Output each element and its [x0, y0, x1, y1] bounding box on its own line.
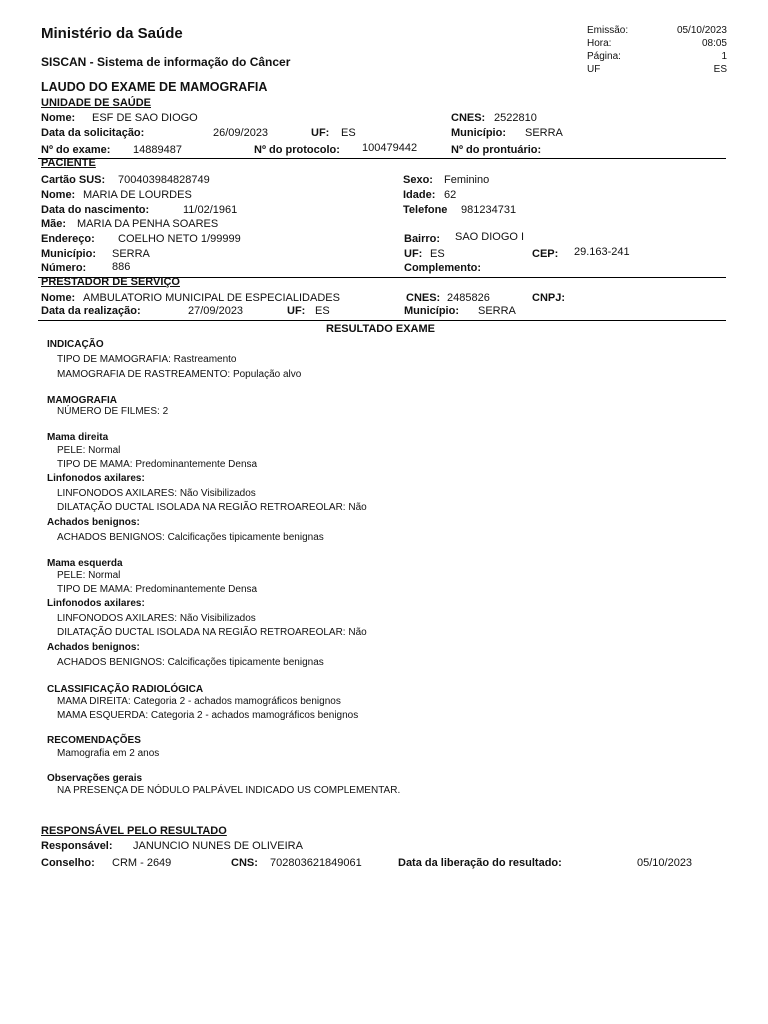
mama-esquerda-title: Mama esquerda — [47, 558, 123, 569]
conselho-label: Conselho: — [41, 857, 95, 869]
esquerda-tipo-mama: TIPO DE MAMA: Predominantemente Densa — [57, 584, 258, 595]
mae: MARIA DA PENHA SOARES — [77, 218, 219, 230]
idade: 62 — [444, 189, 457, 201]
numero-protocolo: 100479442 — [362, 142, 418, 154]
direita-achados-title: Achados benignos: — [47, 517, 140, 528]
indicacao-title: INDICAÇÃO — [47, 339, 104, 350]
observacoes-title: Observações gerais — [47, 773, 143, 784]
esquerda-pele: PELE: Normal — [57, 570, 121, 581]
sexo: Feminino — [444, 174, 490, 186]
endereco: COELHO NETO 1/99999 — [118, 233, 241, 245]
unidade-municipio: SERRA — [525, 127, 563, 139]
cnpj-label: CNPJ: — [532, 292, 566, 304]
prestador-cnes: 2485826 — [447, 292, 490, 304]
esquerda-achados: ACHADOS BENIGNOS: Calcificações tipicamente benignas — [57, 657, 324, 668]
numero: 886 — [112, 261, 131, 273]
cns-label: CNS: — [231, 857, 258, 869]
indicacao-tipo: TIPO DE MAMOGRAFIA: Rastreamento — [57, 354, 237, 365]
uf-meta-value: ES — [713, 64, 727, 75]
unidade-uf: ES — [341, 127, 356, 139]
direita-dilatacao: DILATAÇÃO DUCTAL ISOLADA NA REGIÃO RETROAREOLAR: Não — [57, 502, 367, 513]
mae-label: Mãe: — [41, 218, 67, 230]
unidade-heading: UNIDADE DE SAÚDE — [41, 97, 152, 109]
direita-pele: PELE: Normal — [57, 445, 121, 456]
liberacao-label: Data da liberação do resultado: — [398, 857, 562, 869]
responsavel-nome: JANUNCIO NUNES DE OLIVEIRA — [133, 840, 303, 852]
numero-filmes: NÚMERO DE FILMES: 2 — [57, 406, 169, 417]
prestador-uf: ES — [315, 305, 330, 317]
unidade-cnes: 2522810 — [494, 112, 537, 124]
paciente-municipio-label: Município: — [41, 248, 96, 260]
numero-prontuario-label: Nº do prontuário: — [451, 144, 542, 156]
prestador-nome: AMBULATORIO MUNICIPAL DE ESPECIALIDADES — [83, 292, 340, 304]
numero-exame-label: Nº do exame: — [41, 144, 111, 156]
prestador-nome-label: Nome: — [41, 292, 76, 304]
classificacao-title: CLASSIFICAÇÃO RADIOLÓGICA — [47, 684, 204, 695]
prestador-cnes-label: CNES: — [406, 292, 441, 304]
cep-label: CEP: — [532, 248, 559, 260]
hora-value: 08:05 — [701, 38, 727, 49]
nascimento: 11/02/1961 — [183, 204, 238, 216]
cns: 702803621849061 — [270, 857, 362, 869]
telefone: 981234731 — [461, 204, 517, 216]
endereco-label: Endereço: — [41, 233, 95, 245]
bairro: SAO DIOGO I — [455, 231, 525, 243]
paciente-municipio: SERRA — [112, 248, 150, 260]
classificacao-direita: MAMA DIREITA: Categoria 2 - achados mamográficos benignos — [57, 696, 341, 707]
unidade-municipio-label: Município: — [451, 127, 506, 139]
pagina-value: 1 — [721, 51, 727, 62]
data-realizacao-label: Data da realização: — [41, 305, 141, 317]
idade-label: Idade: — [403, 189, 436, 201]
hora-label: Hora: — [587, 38, 612, 49]
unidade-nome-label: Nome: — [41, 112, 76, 124]
pagina-label: Página: — [587, 51, 621, 62]
numero-exame: 14889487 — [133, 144, 182, 156]
sexo-label: Sexo: — [403, 174, 433, 186]
cep: 29.163-241 — [574, 246, 630, 258]
emissao-value: 05/10/2023 — [676, 25, 727, 36]
data-solicitacao: 26/09/2023 — [213, 127, 269, 139]
prestador-uf-label: UF: — [287, 305, 306, 317]
paciente-heading: PACIENTE — [41, 157, 96, 169]
responsavel-label: Responsável: — [41, 840, 113, 852]
complemento-label: Complemento: — [404, 262, 481, 274]
unidade-nome: ESF DE SAO DIOGO — [92, 112, 198, 124]
prestador-municipio-label: Município: — [404, 305, 459, 317]
report-title: LAUDO DO EXAME DE MAMOGRAFIA — [41, 80, 268, 94]
paciente-nome-label: Nome: — [41, 189, 76, 201]
cartao-sus-label: Cartão SUS: — [41, 174, 106, 186]
mamografia-title: MAMOGRAFIA — [47, 395, 117, 406]
unidade-cnes-label: CNES: — [451, 112, 486, 124]
numero-label: Número: — [41, 262, 87, 274]
mama-direita-title: Mama direita — [47, 432, 109, 443]
paciente-uf-label: UF: — [404, 248, 423, 260]
divider-resultado — [38, 320, 726, 321]
prestador-heading: PRESTADOR DE SERVIÇO — [41, 276, 180, 288]
unidade-uf-label: UF: — [311, 127, 330, 139]
direita-achados: ACHADOS BENIGNOS: Calcificações tipicamente benignas — [57, 532, 324, 543]
numero-protocolo-label: Nº do protocolo: — [254, 144, 340, 156]
conselho: CRM - 2649 — [112, 857, 172, 869]
responsavel-heading: RESPONSÁVEL PELO RESULTADO — [41, 825, 227, 837]
direita-linfonodos: LINFONODOS AXILARES: Não Visibilizados — [57, 488, 256, 499]
esquerda-achados-title: Achados benignos: — [47, 642, 140, 653]
data-solicitacao-label: Data da solicitação: — [41, 127, 145, 139]
system-name: SISCAN - Sistema de informação do Câncer — [41, 55, 291, 69]
uf-meta-label: UF — [587, 64, 601, 75]
indicacao-rastreamento: MAMOGRAFIA DE RASTREAMENTO: População alvo — [57, 369, 302, 380]
emissao-label: Emissão: — [587, 25, 629, 36]
resultado-heading: RESULTADO EXAME — [326, 323, 435, 335]
observacoes: NA PRESENÇA DE NÓDULO PALPÁVEL INDICADO US COMPLEMENTAR. — [57, 785, 401, 796]
ministry-title: Ministério da Saúde — [41, 25, 183, 42]
paciente-nome: MARIA DE LOURDES — [83, 189, 192, 201]
paciente-uf: ES — [430, 248, 445, 260]
esquerda-linfonodos-title: Linfonodos axilares: — [47, 598, 145, 609]
classificacao-esquerda: MAMA ESQUERDA: Categoria 2 - achados mamográficos benignos — [57, 710, 359, 721]
direita-tipo-mama: TIPO DE MAMA: Predominantemente Densa — [57, 459, 258, 470]
esquerda-linfonodos: LINFONODOS AXILARES: Não Visibilizados — [57, 613, 256, 624]
prestador-municipio: SERRA — [478, 305, 516, 317]
recomendacoes: Mamografia em 2 anos — [57, 748, 160, 759]
bairro-label: Bairro: — [404, 233, 441, 245]
recomendacoes-title: RECOMENDAÇÕES — [47, 735, 141, 746]
direita-linfonodos-title: Linfonodos axilares: — [47, 473, 145, 484]
esquerda-dilatacao: DILATAÇÃO DUCTAL ISOLADA NA REGIÃO RETROAREOLAR: Não — [57, 627, 367, 638]
cartao-sus: 700403984828749 — [118, 174, 210, 186]
liberacao-data: 05/10/2023 — [637, 857, 693, 869]
nascimento-label: Data do nascimento: — [41, 204, 150, 216]
telefone-label: Telefone — [403, 204, 448, 216]
divider-paciente — [38, 158, 726, 159]
data-realizacao: 27/09/2023 — [188, 305, 244, 317]
